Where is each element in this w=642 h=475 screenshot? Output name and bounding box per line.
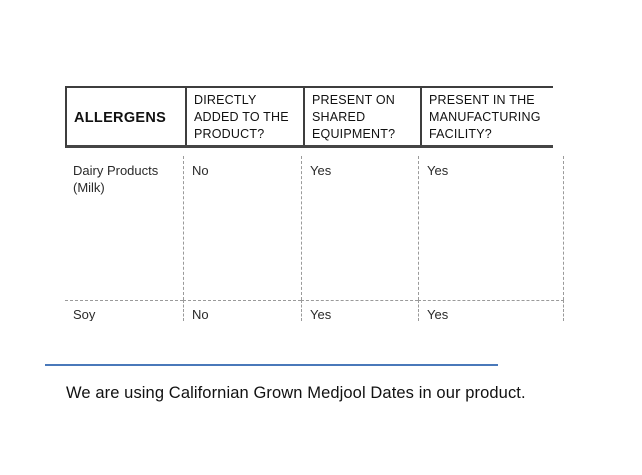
header-cell-directly-added: DIRECTLY ADDED TO THE PRODUCT? [185,88,303,145]
table-cell-soy-shared-equipment: Yes [301,300,418,321]
table-cell-dairy-shared-equipment: Yes [301,156,418,300]
header-cell-manufacturing-facility: PRESENT IN THE MANUFACTURING FACILITY? [420,88,555,145]
header-cell-shared-equipment: PRESENT ON SHARED EQUIPMENT? [303,88,420,145]
allergen-table-header-row [65,86,553,148]
table-cell-dairy-manufacturing-facility: Yes [418,156,564,300]
table-cell-dairy-directly-added: No [183,156,301,300]
table-cell-soy-directly-added: No [183,300,301,321]
table-cell-allergen-dairy: Dairy Products (Milk) [73,163,159,195]
table-cell-allergen-soy: Soy [65,300,183,321]
header-label-allergens: ALLERGENS [74,110,167,126]
header-cell-allergens [67,88,185,145]
note-text: We are using Californian Grown Medjool Dates in our product. [66,384,526,402]
allergen-table-body [65,156,564,321]
table-cell-soy-manufacturing-facility: Yes [418,300,564,321]
horizontal-divider-line [45,364,498,366]
